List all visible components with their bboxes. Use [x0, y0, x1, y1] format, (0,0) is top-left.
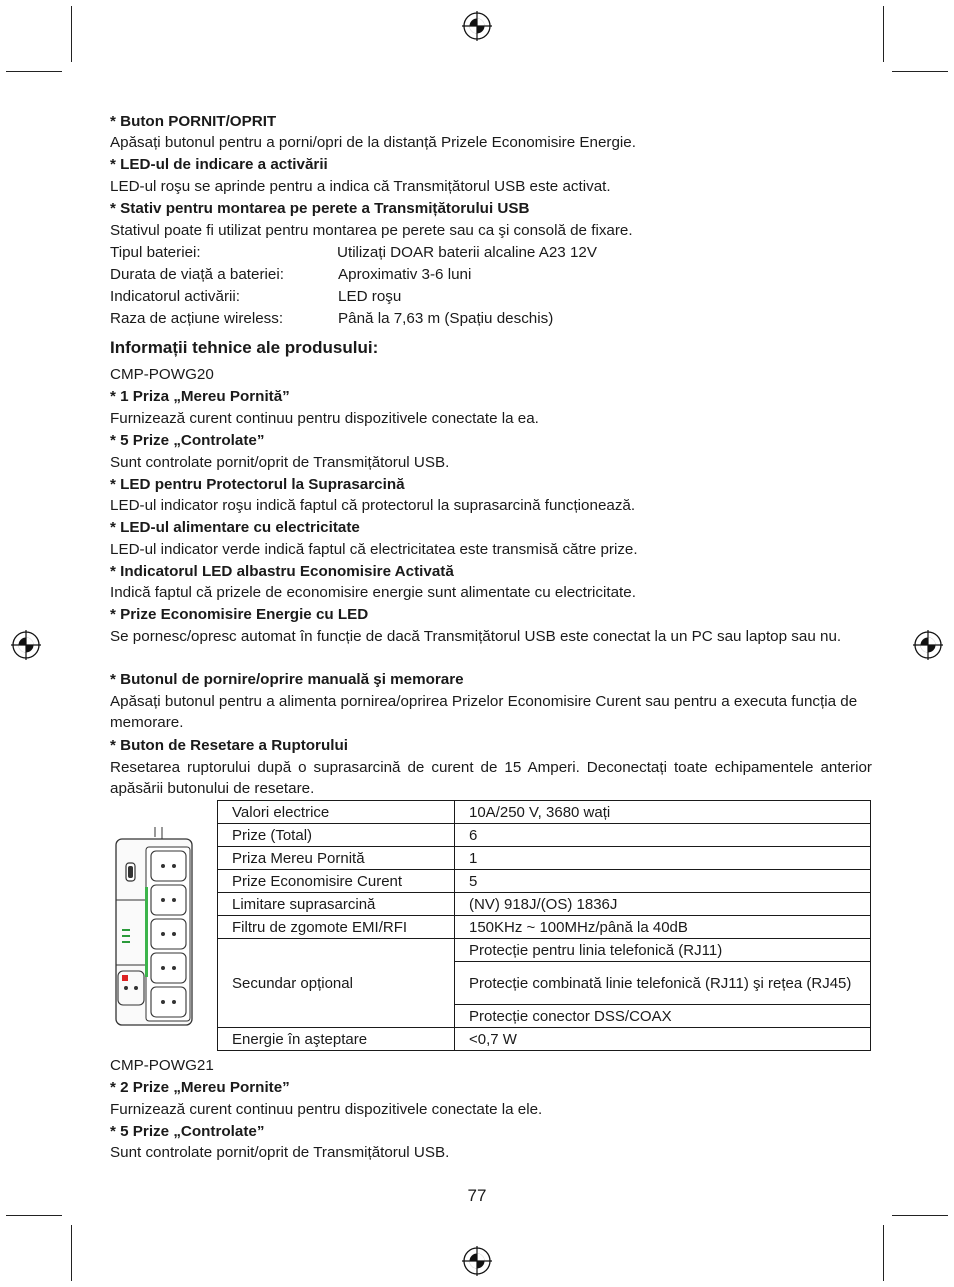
registration-mark-icon — [913, 630, 943, 660]
spec-value: Până la 7,63 m (Spațiu deschis) — [338, 310, 554, 327]
section-text: LED-ul roşu se aprinde pentru a indica că Transmițătorul USB este activat. — [110, 178, 611, 195]
spec-label: Indicatorul activării: — [110, 288, 240, 305]
table-row — [218, 939, 871, 962]
model-name: CMP-POWG21 — [110, 1057, 214, 1074]
table-cell-key: Secundar opțional — [218, 939, 455, 1028]
table-row — [218, 916, 871, 939]
section-title: * LED-ul de indicare a activării — [110, 156, 328, 173]
table-cell-value: Protecție pentru linia telefonică (RJ11) — [455, 939, 871, 962]
page-number: 77 — [467, 1186, 487, 1205]
section-title: * Prize Economisire Energie cu LED — [110, 606, 369, 623]
registration-mark-icon — [11, 630, 41, 660]
section-text: Furnizează curent continuu pentru dispozitivele conectate la ele. — [110, 1101, 543, 1118]
crop-mark — [71, 6, 72, 62]
table-cell-value: Protecție combinată linie telefonică (RJ11) şi rețea (RJ45) — [455, 962, 871, 1005]
crop-mark — [6, 71, 62, 72]
section-text: LED-ul indicator verde indică faptul că electricitatea este transmisă către prize. — [110, 541, 638, 558]
section-text: Se pornesc/opresc automat în funcție de dacă Transmițătorul USB este conectat la un PC sau laptop sau nu. — [110, 628, 842, 645]
spec-label: Durata de viață a bateriei: — [110, 266, 284, 283]
table-cell-value: (NV) 918J/(OS) 1836J — [455, 893, 871, 916]
section-text: Stativul poate fi utilizat pentru montarea pe perete sau ca şi consolă de fixare. — [110, 222, 633, 239]
crop-mark — [883, 6, 884, 62]
table-cell-key: Filtru de zgomote EMI/RFI — [218, 916, 455, 939]
table-cell-key: Valori electrice — [218, 801, 455, 824]
table-cell-value: 1 — [455, 847, 871, 870]
section-title: * 2 Prize „Mereu Pornite” — [110, 1079, 290, 1096]
table-row — [218, 1028, 871, 1051]
section-title: * 5 Prize „Controlate” — [110, 1123, 265, 1140]
registration-mark-icon — [462, 1246, 492, 1276]
page-heading: Informații tehnice ale produsului: — [110, 338, 379, 357]
crop-mark — [6, 1215, 62, 1216]
section-title: * 5 Prize „Controlate” — [110, 432, 265, 449]
table-cell-value: Protecție conector DSS/COAX — [455, 1005, 871, 1028]
section-text: Apăsați butonul pentru a porni/opri de la distanță Prizele Economisire Energie. — [110, 134, 636, 151]
section-text: Indică faptul că prizele de economisire energie sunt alimentate cu electricitate. — [110, 584, 636, 601]
section-text: LED-ul indicator roşu indică faptul că protectorul la suprasarcină funcționează. — [110, 497, 636, 514]
table-cell-key: Prize (Total) — [218, 824, 455, 847]
spec-value: Utilizați DOAR baterii alcaline A23 12V — [337, 244, 597, 261]
table-row — [218, 801, 871, 824]
table-row — [218, 893, 871, 916]
table-cell-value: 6 — [455, 824, 871, 847]
crop-mark — [71, 1225, 72, 1281]
table-cell-key: Priza Mereu Pornită — [218, 847, 455, 870]
spec-label: Tipul bateriei: — [110, 244, 201, 261]
section-title: * LED-ul alimentare cu electricitate — [110, 519, 360, 536]
section-title: * Butonul de pornire/oprire manuală şi memorare — [110, 671, 464, 688]
crop-mark — [892, 1215, 948, 1216]
spec-label: Raza de acțiune wireless: — [110, 310, 284, 327]
table-row — [218, 870, 871, 893]
model-name: CMP-POWG20 — [110, 366, 214, 383]
section-text: Resetarea ruptorului după o suprasarcină de curent de 15 Amperi. Deconectați toate echipamentele anterior apăsării butonului de resetare. — [110, 759, 872, 797]
table-cell-key: Prize Economisire Curent — [218, 870, 455, 893]
section-text: Sunt controlate pornit/oprit de Transmițătorul USB. — [110, 1144, 450, 1161]
spec-value: LED roşu — [338, 288, 402, 305]
section-text: Sunt controlate pornit/oprit de Transmițătorul USB. — [110, 454, 450, 471]
table-cell-key: Energie în aşteptare — [218, 1028, 455, 1051]
table-cell-value: 150KHz ~ 100MHz/până la 40dB — [455, 916, 871, 939]
table-row — [218, 824, 871, 847]
table-cell-value: <0,7 W — [455, 1028, 871, 1051]
section-title: * Indicatorul LED albastru Economisire Activată — [110, 563, 454, 580]
section-text: Furnizează curent continuu pentru dispozitivele conectate la ea. — [110, 410, 539, 427]
section-title: * Stativ pentru montarea pe perete a Transmițătorului USB — [110, 200, 530, 217]
spec-value: Aproximativ 3-6 luni — [338, 266, 472, 283]
table-cell-key: Limitare suprasarcină — [218, 893, 455, 916]
section-title: * Buton PORNIT/OPRIT — [110, 113, 277, 130]
registration-mark-icon — [462, 11, 492, 41]
power-strip-illustration — [110, 825, 200, 1030]
section-title: * Buton de Resetare a Ruptorului — [110, 737, 348, 754]
table-cell-value: 10A/250 V, 3680 wați — [455, 801, 871, 824]
section-title: * LED pentru Protectorul la Suprasarcină — [110, 476, 405, 493]
crop-mark — [883, 1225, 884, 1281]
table-cell-value: 5 — [455, 870, 871, 893]
table-row — [218, 847, 871, 870]
section-text: Apăsați butonul pentru a alimenta pornirea/oprirea Prizelor Economisire Curent sau pentru a executa funcția de memorare. — [110, 693, 858, 731]
spec-table — [217, 800, 871, 1051]
section-title: * 1 Priza „Mereu Pornită” — [110, 388, 290, 405]
crop-mark — [892, 71, 948, 72]
